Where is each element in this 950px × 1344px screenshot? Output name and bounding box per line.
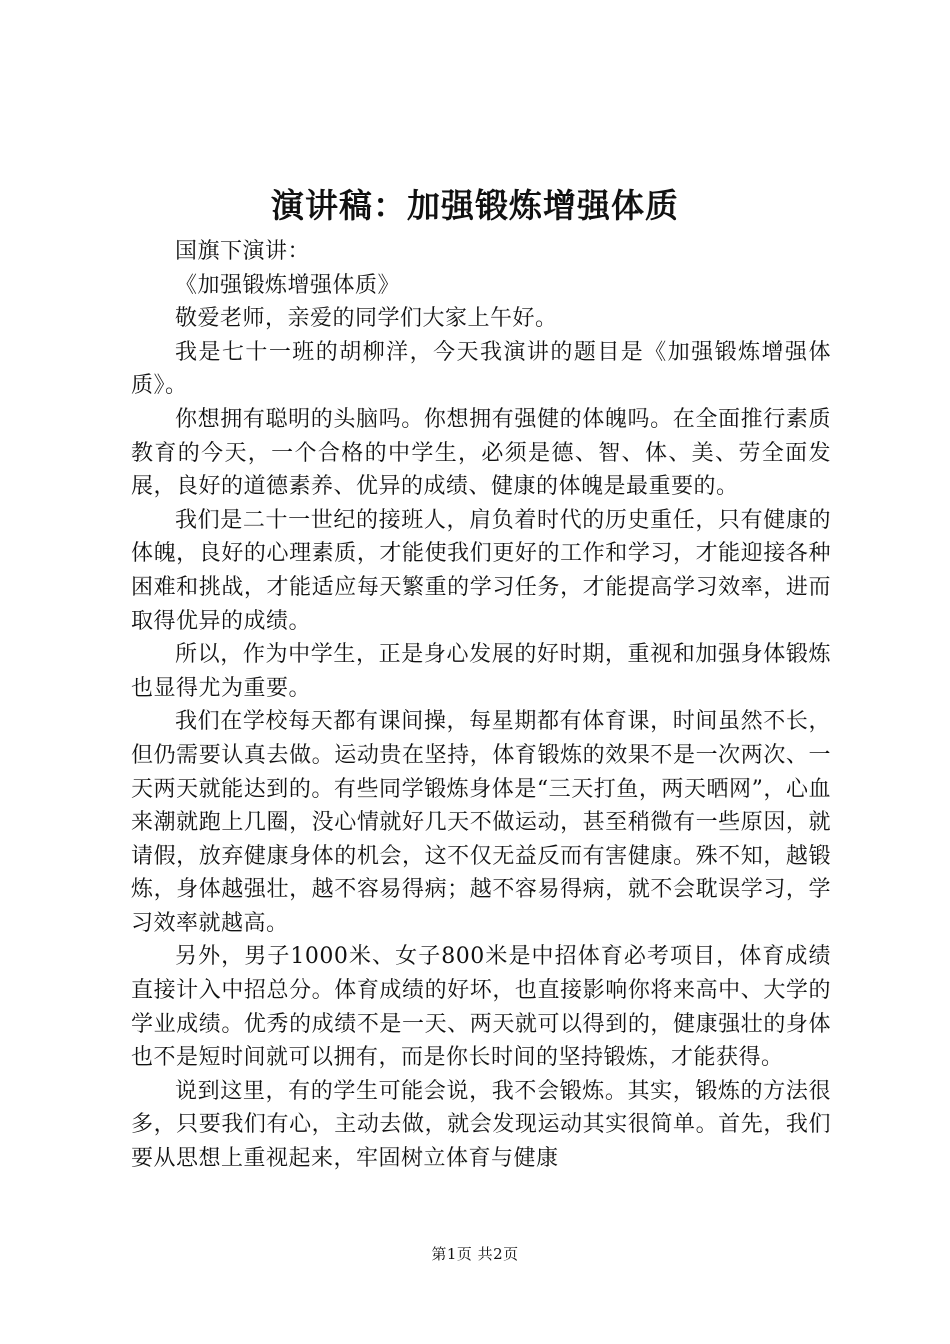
document-title: 演讲稿：加强锻炼增强体质 (271, 186, 679, 225)
paragraph: 敬爱老师，亲爱的同学们大家上午好。 (175, 306, 558, 332)
paragraph: 我们在学校每天都有课间操，每星期都有体育课，时间虽然不长，但仍需要认真去做。运动贵在坚持，体育锻炼的效果不是一次两次、一天两天就能达到的。有些同学锻炼身体是“三天打鱼，两天晒网”，心血来潮就跑上几圈，没心情就好几天不做运动，甚至稍微有一些原因，就请假，放弃健康身体的机会，这不仅无益反而有害健康。殊不知，越锻炼，身体越强壮，越不容易得病；越不容易得病，就不会耽误学习，学习效率就越高。 (131, 709, 831, 936)
paragraph: 我是七十一班的胡柳洋，今天我演讲的题目是《加强锻炼增强体质》。 (131, 339, 831, 399)
paragraph: 说到这里，有的学生可能会说，我不会锻炼。其实，锻炼的方法很多，只要我们有心，主动去做，就会发现运动其实很简单。首先，我们要从思想上重视起来，牢固树立体育与健康 (131, 1078, 831, 1172)
paragraph: 另外，男子1000米、女子800米是中招体育必考项目，体育成绩直接计入中招总分。体育成绩的好坏，也直接影响你将来高中、大学的学业成绩。优秀的成绩不是一天、两天就可以得到的，健康强壮的身体也不是短时间就可以拥有，而是你长时间的坚持锻炼，才能获得。 (131, 944, 831, 1071)
paragraph: 你想拥有聪明的头脑吗。你想拥有强健的体魄吗。在全面推行素质教育的今天，一个合格的中学生，必须是德、智、体、美、劳全面发展，良好的道德素养、优异的成绩、健康的体魄是最重要的。 (131, 406, 831, 500)
paragraph: 国旗下演讲： (175, 239, 311, 264)
paragraph: 所以，作为中学生，正是身心发展的好时期，重视和加强身体锻炼也显得尤为重要。 (131, 642, 831, 701)
document-body (131, 235, 831, 1176)
paragraph: 我们是二十一世纪的接班人，肩负着时代的历史重任，只有健康的体魄，良好的心理素质，才能使我们更好的工作和学习，才能迎接各种困难和挑战，才能适应每天繁重的学习任务，才能提高学习效率，进而取得优异的成绩。 (131, 507, 831, 634)
paragraph: 《加强锻炼增强体质》 (175, 272, 401, 298)
page-footer: 第1页 共2页 (431, 1245, 519, 1263)
